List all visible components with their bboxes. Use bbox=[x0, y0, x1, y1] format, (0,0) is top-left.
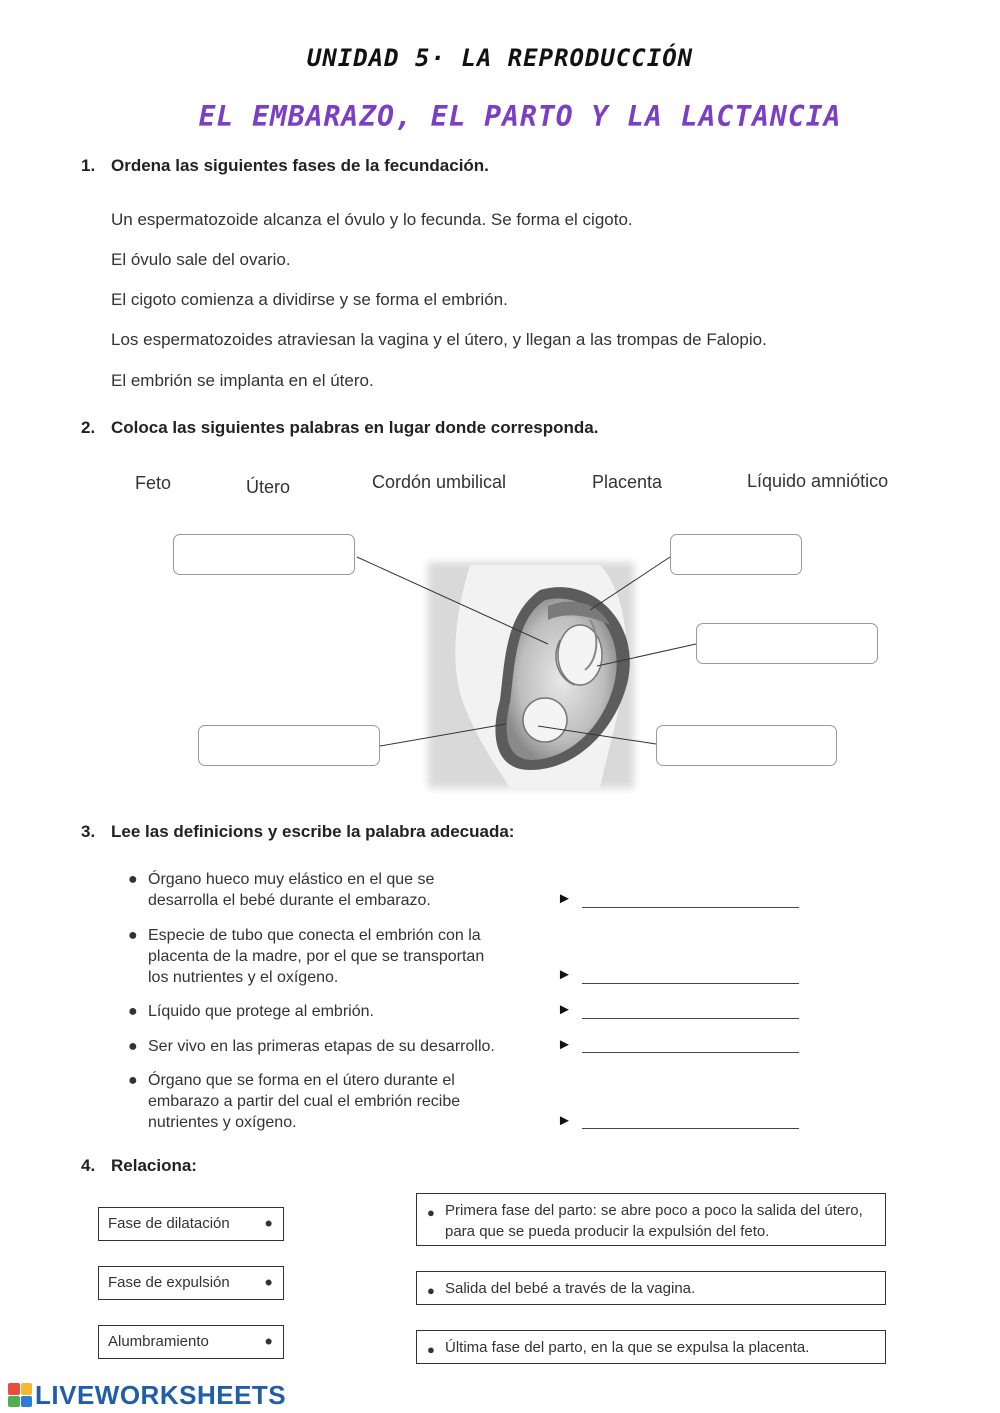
exercise-prompt: Relaciona: bbox=[111, 1156, 197, 1175]
match-definition-text: Última fase del parto, en la que se expulsa la placenta. bbox=[445, 1339, 810, 1356]
fertilization-phase[interactable]: El cigoto comienza a dividirse y se forma el embrión. bbox=[111, 290, 508, 309]
definition-text: Órgano que se forma en el útero durante el embarazo a partir del cual el embrión recibe nutrientes y oxígeno. bbox=[148, 1072, 461, 1131]
logo-square bbox=[21, 1396, 33, 1408]
exercise-prompt: Ordena las siguientes fases de la fecundación. bbox=[111, 156, 489, 175]
answer-line[interactable] bbox=[582, 1018, 799, 1019]
diagram-answer-box[interactable] bbox=[670, 534, 802, 575]
match-definition-text: Primera fase del parto: se abre poco a poco la salida del útero, para que se pueda producir la expulsión del feto. bbox=[445, 1202, 863, 1240]
match-term-label: Fase de dilatación bbox=[108, 1215, 230, 1232]
match-definition[interactable] bbox=[416, 1193, 886, 1246]
exercise-prompt: Coloca las siguientes palabras en lugar donde corresponda. bbox=[111, 418, 599, 437]
fertilization-phase[interactable]: Los espermatozoides atraviesan la vagina y el útero, y llegan a las trompas de Falopio. bbox=[111, 330, 767, 349]
definition-text: Líquido que protege al embrión. bbox=[148, 1003, 374, 1020]
liveworksheets-logo[interactable] bbox=[8, 1380, 286, 1410]
fetus-head bbox=[523, 698, 567, 742]
bullet-icon: ● bbox=[128, 1072, 138, 1089]
bullet-icon: ● bbox=[128, 1038, 138, 1055]
definition-item bbox=[128, 925, 558, 991]
definition-text: Órgano hueco muy elástico en el que se desarrolla el bebé durante el embarazo. bbox=[148, 871, 435, 909]
match-term[interactable] bbox=[98, 1266, 284, 1300]
definition-item bbox=[128, 869, 558, 913]
match-term[interactable] bbox=[98, 1325, 284, 1359]
match-definition[interactable] bbox=[416, 1271, 886, 1305]
definition-item bbox=[128, 1070, 558, 1136]
arrow-right-icon: ► bbox=[557, 1112, 572, 1129]
word-bank-item[interactable]: Feto bbox=[135, 473, 172, 493]
exercise-number: 1. bbox=[81, 156, 96, 175]
match-dot-icon[interactable]: ● bbox=[264, 1214, 273, 1231]
definition-text: Especie de tubo que conecta el embrión con la placenta de la madre, por el que se transportan los nutrientes y el oxígeno. bbox=[148, 927, 485, 986]
definition-item bbox=[128, 1036, 558, 1058]
definition-text: Ser vivo en las primeras etapas de su desarrollo. bbox=[148, 1038, 495, 1055]
match-term-label: Alumbramiento bbox=[108, 1333, 209, 1350]
logo-square bbox=[8, 1396, 20, 1408]
bullet-icon: ● bbox=[128, 1003, 138, 1020]
match-dot-icon[interactable]: ● bbox=[427, 1283, 435, 1298]
fertilization-phase[interactable]: Un espermatozoide alcanza el óvulo y lo fecunda. Se forma el cigoto. bbox=[111, 210, 633, 229]
match-dot-icon[interactable]: ● bbox=[427, 1205, 435, 1220]
arrow-right-icon: ► bbox=[557, 1001, 572, 1018]
logo-square bbox=[8, 1383, 20, 1395]
word-bank-item[interactable]: Placenta bbox=[592, 472, 663, 492]
definition-item bbox=[128, 1001, 558, 1023]
exercise-number: 4. bbox=[81, 1156, 96, 1175]
arrow-right-icon: ► bbox=[557, 966, 572, 983]
match-dot-icon[interactable]: ● bbox=[427, 1342, 435, 1357]
unit-title: UNIDAD 5· LA REPRODUCCIÓN bbox=[306, 44, 694, 72]
logo-text: LIVEWORKSHEETS bbox=[35, 1379, 287, 1410]
logo-icon bbox=[8, 1383, 32, 1407]
page-title: EL EMBARAZO, EL PARTO Y LA LACTANCIA bbox=[198, 100, 842, 133]
logo-square bbox=[21, 1383, 33, 1395]
match-term[interactable] bbox=[98, 1207, 284, 1241]
diagram-answer-box[interactable] bbox=[198, 725, 380, 766]
bullet-icon: ● bbox=[128, 871, 138, 888]
bullet-icon: ● bbox=[128, 927, 138, 944]
match-term-label: Fase de expulsión bbox=[108, 1274, 230, 1291]
exercise-number: 3. bbox=[81, 822, 96, 841]
fertilization-phase[interactable]: El óvulo sale del ovario. bbox=[111, 250, 291, 269]
diagram-answer-box[interactable] bbox=[173, 534, 355, 575]
match-dot-icon[interactable]: ● bbox=[264, 1273, 273, 1290]
diagram-answer-box[interactable] bbox=[656, 725, 837, 766]
match-definition-text: Salida del bebé a través de la vagina. bbox=[445, 1280, 696, 1297]
word-bank-item[interactable]: Útero bbox=[246, 477, 291, 497]
match-dot-icon[interactable]: ● bbox=[264, 1332, 273, 1349]
word-bank-item[interactable]: Cordón umbilical bbox=[372, 472, 507, 492]
exercise-number: 2. bbox=[81, 418, 96, 437]
answer-line[interactable] bbox=[582, 907, 799, 908]
pregnancy-diagram bbox=[0, 520, 1000, 810]
answer-line[interactable] bbox=[582, 1128, 799, 1129]
word-bank-item[interactable]: Líquido amniótico bbox=[747, 471, 889, 491]
answer-line[interactable] bbox=[582, 983, 799, 984]
arrow-right-icon: ► bbox=[557, 890, 572, 907]
answer-line[interactable] bbox=[582, 1052, 799, 1053]
fertilization-phase[interactable]: El embrión se implanta en el útero. bbox=[111, 371, 374, 390]
exercise-prompt: Lee las definicions y escribe la palabra adecuada: bbox=[111, 822, 515, 841]
diagram-answer-box[interactable] bbox=[696, 623, 878, 664]
arrow-right-icon: ► bbox=[557, 1036, 572, 1053]
match-definition[interactable] bbox=[416, 1330, 886, 1364]
